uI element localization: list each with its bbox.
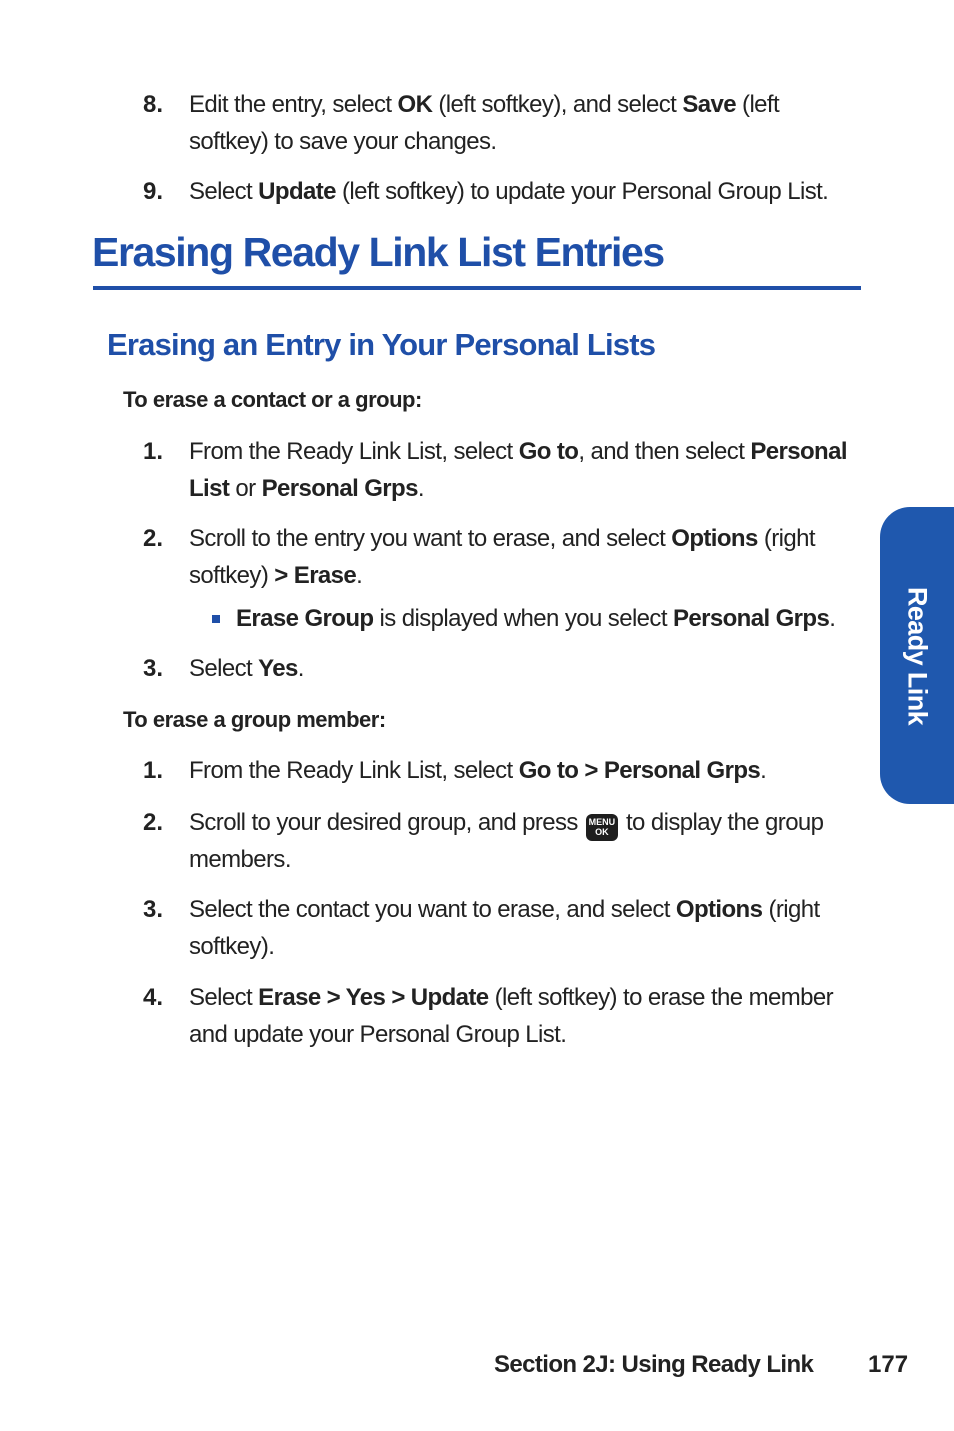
step-text: From the Ready Link List, select Go to, and then select Personal List or Personal Grps. (189, 438, 847, 502)
chapter-side-tab-label: Ready Link (902, 586, 933, 725)
step-number: 2. (143, 525, 164, 552)
bold-term: Go to (518, 438, 579, 465)
bold-term: Save (682, 91, 736, 118)
bold-term: > Erase (274, 562, 357, 589)
step-number: 3. (143, 655, 164, 682)
step-number: 1. (143, 438, 164, 465)
bold-term: Erase > Yes > Update (258, 984, 489, 1011)
bullet-marker (212, 615, 220, 623)
bold-term: Personal Grps (261, 475, 418, 502)
section-title: Erasing Ready Link List Entries (92, 229, 664, 275)
step-number: 1. (143, 757, 164, 784)
bold-term: Update (258, 178, 336, 205)
bullet-text: Erase Group is displayed when you select Personal Grps. (236, 605, 836, 632)
step-number: 3. (143, 896, 164, 923)
bold-term: OK (397, 91, 433, 118)
subsection-title: Erasing an Entry in Your Personal Lists (107, 327, 656, 362)
step-text: Edit the entry, select OK (left softkey), and select Save (left softkey) to save your changes. (189, 91, 780, 155)
procedure-label-contact-or-group: To erase a contact or a group: (123, 387, 422, 412)
bold-term: Personal Grps (672, 605, 830, 632)
footer-section-title: Section 2J: Using Ready Link (494, 1351, 814, 1378)
step-text: Select the contact you want to erase, and select Options (right softkey). (189, 896, 820, 960)
bold-term: Yes (258, 655, 298, 682)
step-text: Scroll to the entry you want to erase, and select Options (right softkey) > Erase. (189, 525, 815, 589)
step-number: 8. (143, 91, 164, 118)
step-text: Select Erase > Yes > Update (left softkey) to erase the member and update your Personal Group List. (189, 984, 834, 1048)
step-number: 9. (143, 178, 164, 205)
page-number: 177 (868, 1351, 909, 1378)
menu-ok-key-icon: MENU OK (586, 814, 618, 841)
step-text: Select Update (left softkey) to update your Personal Group List. (189, 178, 829, 205)
bold-term: Options (675, 896, 763, 923)
step-text: Select Yes. (189, 655, 304, 682)
step-number: 4. (143, 984, 164, 1011)
chapter-side-tab (880, 507, 954, 804)
step-number: 2. (143, 809, 164, 836)
bold-term: Erase Group (236, 605, 374, 632)
bold-term: Options (671, 525, 758, 552)
bold-term: Go to > Personal Grps (518, 757, 761, 784)
bold-term: Personal List (189, 438, 847, 502)
section-title-rule (93, 286, 861, 290)
step-text: Scroll to your desired group, and press MENU OK to display the group members. (189, 809, 824, 873)
step-text: From the Ready Link List, select Go to > Personal Grps. (189, 757, 767, 784)
procedure-label-group-member: To erase a group member: (123, 707, 386, 732)
